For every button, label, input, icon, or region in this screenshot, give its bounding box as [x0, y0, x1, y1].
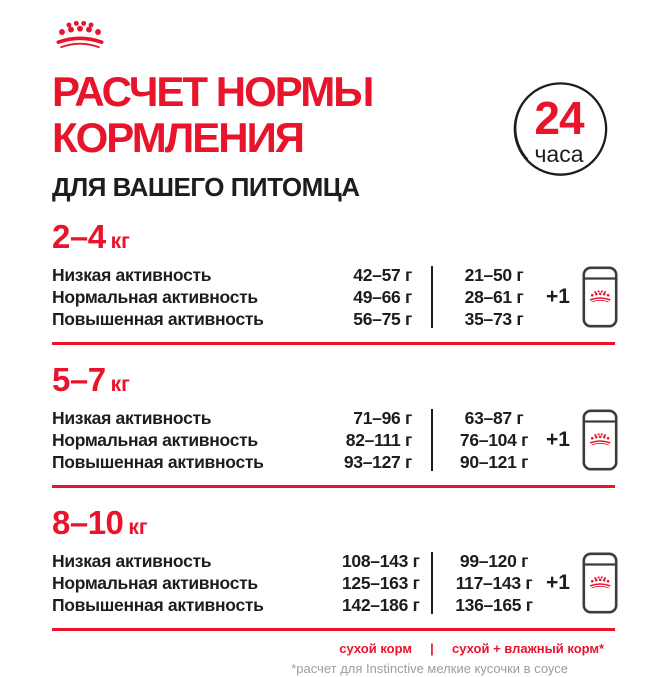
weight-unit: кг	[110, 373, 130, 396]
section-separator	[52, 485, 615, 488]
weight-range: 8–10	[52, 504, 124, 541]
dry-food-value: 142–186 г	[342, 594, 420, 615]
weight-section-header	[52, 362, 615, 403]
dry-plus-wet-value: 76–104 г	[459, 429, 529, 450]
activity-label: Нормальная активность	[52, 429, 258, 450]
dry-food-value: 42–57 г	[353, 264, 412, 285]
plus-one-pouch-label: +1	[546, 428, 570, 451]
weight-section-5-7	[52, 362, 615, 488]
weight-section-header	[52, 505, 615, 546]
legend-dry-food: сухой корм	[339, 641, 412, 656]
feeding-table	[52, 407, 615, 473]
dry-plus-wet-value: 21–50 г	[464, 264, 524, 285]
plus-one-pouch-label: +1	[546, 571, 570, 594]
column-divider	[431, 409, 433, 471]
column-legend	[52, 640, 615, 658]
dry-food-value: 56–75 г	[353, 308, 412, 329]
activity-label: Нормальная активность	[52, 572, 258, 593]
dry-food-value: 108–143 г	[342, 550, 420, 571]
badge-hours-value: 24	[534, 92, 584, 144]
feeding-table	[52, 264, 615, 330]
title-line1: РАСЧЕТ НОРМЫ	[52, 68, 373, 115]
weight-section-2-4	[52, 219, 615, 345]
section-separator	[52, 342, 615, 345]
footnote: *расчет для Instinctive мелкие кусочки в соусе	[291, 661, 568, 676]
dry-plus-wet-value: 117–143 г	[455, 572, 533, 593]
weight-section-8-10	[52, 505, 615, 631]
legend-dry-plus-wet-food: сухой + влажный корм*	[452, 641, 605, 656]
dry-food-value: 49–66 г	[353, 286, 412, 307]
page-subtitle: ДЛЯ ВАШЕГО ПИТОМЦА	[52, 172, 360, 202]
column-divider	[431, 552, 433, 614]
dry-food-value: 82–111 г	[345, 429, 412, 450]
plus-one-pouch-label: +1	[546, 285, 570, 308]
weight-unit: кг	[128, 516, 148, 539]
dry-food-value: 71–96 г	[353, 407, 412, 428]
activity-label: Повышенная активность	[52, 451, 264, 472]
weight-range: 5–7	[52, 361, 106, 398]
feeding-table	[52, 550, 615, 616]
column-divider	[431, 266, 433, 328]
activity-label: Повышенная активность	[52, 308, 264, 329]
activity-label: Низкая активность	[52, 407, 212, 428]
activity-label: Низкая активность	[52, 264, 212, 285]
wet-food-pouch-icon	[582, 552, 618, 614]
dry-plus-wet-value: 136–165 г	[455, 594, 533, 615]
badge-hours-label: часа	[534, 141, 584, 167]
weight-range: 2–4	[52, 218, 106, 255]
dry-food-value: 125–163 г	[342, 572, 420, 593]
activity-label: Низкая активность	[52, 550, 212, 571]
dry-food-value: 93–127 г	[343, 451, 412, 472]
weight-unit: кг	[110, 230, 130, 253]
dry-plus-wet-value: 63–87 г	[464, 407, 524, 428]
title-line2: КОРМЛЕНИЯ	[52, 114, 303, 161]
activity-label: Повышенная активность	[52, 594, 264, 615]
dry-plus-wet-value: 90–121 г	[459, 451, 529, 472]
section-separator	[52, 628, 615, 631]
legend-divider: |	[430, 641, 434, 656]
wet-food-pouch-icon	[582, 266, 618, 328]
activity-label: Нормальная активность	[52, 286, 258, 307]
weight-section-header	[52, 219, 615, 260]
dry-plus-wet-value: 99–120 г	[459, 550, 529, 571]
24-hours-badge	[504, 75, 614, 185]
wet-food-pouch-icon	[582, 409, 618, 471]
royal-canin-crown-icon	[53, 20, 107, 53]
dry-plus-wet-value: 28–61 г	[464, 286, 524, 307]
dry-plus-wet-value: 35–73 г	[464, 308, 524, 329]
